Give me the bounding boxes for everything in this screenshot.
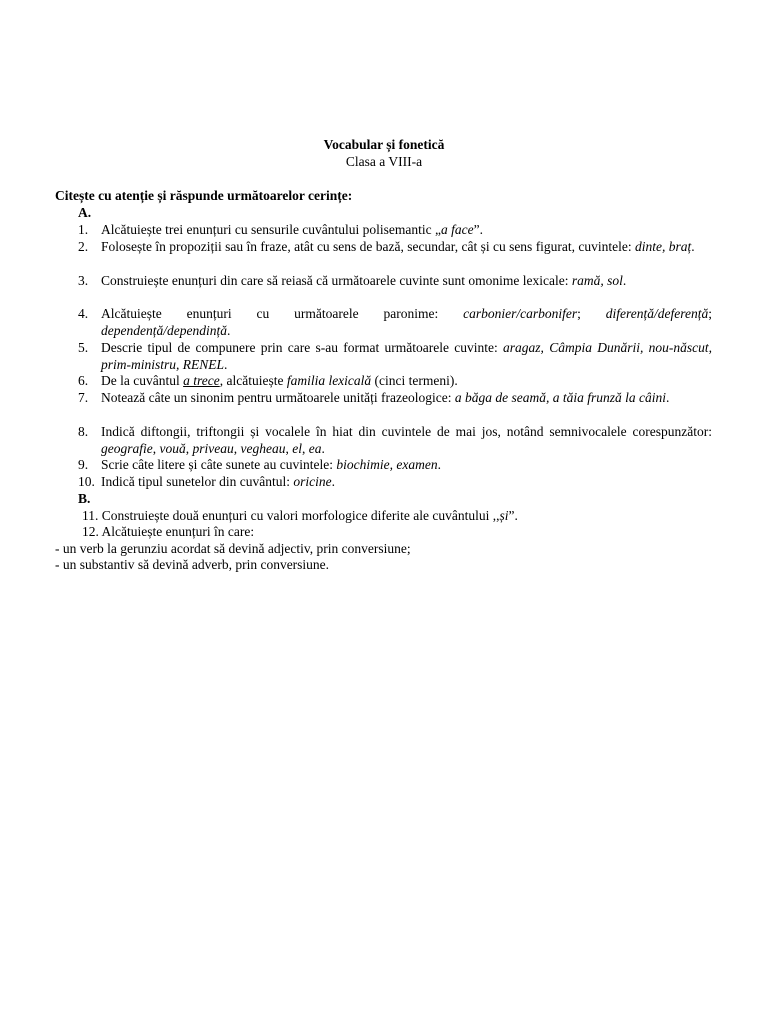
italic-term: ea bbox=[308, 441, 322, 456]
exercise-item bbox=[78, 473, 712, 490]
text-run: , alcătuiește bbox=[219, 373, 287, 388]
item-number: 6. bbox=[78, 373, 89, 388]
exercise-item bbox=[78, 272, 712, 289]
exercise-item-b bbox=[82, 523, 254, 540]
item-number: 1. bbox=[78, 222, 89, 237]
page-subtitle: Clasa a VIII-a bbox=[345, 154, 423, 169]
item-number: 3. bbox=[78, 273, 89, 288]
page-title: Vocabular și fonetică bbox=[323, 137, 445, 152]
text-run: Descrie tipul de compunere prin care s-au format următoarele cuvinte: bbox=[101, 340, 504, 355]
item-text bbox=[101, 423, 712, 457]
sub-requirement-line: - un verb la gerunziu acordat să devină adjectiv, prin conversiune; bbox=[55, 541, 411, 556]
text-run: Alcătuiește enunțuri în care: bbox=[101, 524, 255, 539]
text-run: , bbox=[152, 441, 160, 456]
exercise-item bbox=[78, 423, 712, 457]
text-run: Indică diftongii, triftongii și vocalele în hiat din cuvintele de mai jos, notând semnivocalele corespunzător: bbox=[101, 424, 712, 439]
text-run: Indică tipul sunetelor din cuvântul: bbox=[101, 474, 294, 489]
text-run: . bbox=[665, 390, 670, 405]
item-text bbox=[102, 508, 518, 523]
italic-term: dependență/dependință bbox=[101, 323, 227, 338]
title-block bbox=[0, 136, 768, 170]
text-run: Construiește enunțuri din care să reiasă că următoarele cuvinte sunt omonime lexicale: bbox=[101, 273, 572, 288]
text-run: , bbox=[301, 441, 309, 456]
item-number: 2. bbox=[78, 239, 89, 254]
item-text bbox=[102, 524, 255, 539]
item-text bbox=[101, 473, 712, 490]
exercise-item-b bbox=[82, 507, 518, 524]
item-number: 12. bbox=[82, 524, 99, 539]
instruction: Citește cu atenție și răspunde următoarelor cerințe: bbox=[55, 188, 353, 203]
item-text bbox=[101, 372, 712, 389]
italic-term: vouă bbox=[159, 441, 186, 456]
italic-term: geografie bbox=[101, 441, 153, 456]
italic-term: dinte, braț bbox=[635, 239, 692, 254]
text-run: . bbox=[691, 239, 695, 254]
text-run: , bbox=[233, 441, 241, 456]
text-run: ; bbox=[577, 306, 606, 321]
text-run: ”. bbox=[508, 508, 518, 523]
italic-term: a trece bbox=[183, 373, 220, 388]
item-number: 11. bbox=[82, 508, 99, 523]
exercise-item bbox=[78, 305, 712, 339]
exercise-item bbox=[78, 339, 712, 373]
italic-term: diferență/deferență bbox=[605, 306, 709, 321]
text-run: (cinci termeni). bbox=[371, 373, 458, 388]
section-a-label: A. bbox=[78, 205, 92, 220]
text-run: . bbox=[224, 357, 228, 372]
italic-term: biochimie, examen bbox=[336, 457, 438, 472]
item-text bbox=[101, 238, 712, 255]
italic-term: el bbox=[292, 441, 302, 456]
text-run: Alcătuiește trei enunțuri cu sensurile cuvântului polisemantic „ bbox=[101, 222, 442, 237]
exercise-item bbox=[78, 372, 712, 389]
section-b-label: B. bbox=[78, 491, 91, 506]
italic-term: carbonier/carbonifer bbox=[463, 306, 578, 321]
item-number: 7. bbox=[78, 390, 89, 405]
italic-term: a face bbox=[441, 222, 474, 237]
text-run: ; bbox=[708, 306, 712, 321]
exercise-item bbox=[78, 221, 712, 238]
italic-term: a băga de seamă, a tăia frunză la câini bbox=[454, 390, 666, 405]
item-text bbox=[101, 339, 712, 373]
italic-term: familia lexicală bbox=[286, 373, 372, 388]
sub-requirement-line: - un substantiv să devină adverb, prin conversiune. bbox=[55, 557, 330, 572]
item-text bbox=[101, 389, 712, 406]
item-number: 5. bbox=[78, 340, 89, 355]
item-number: 8. bbox=[78, 424, 89, 439]
italic-term: și bbox=[499, 508, 509, 523]
text-run: , bbox=[185, 441, 193, 456]
italic-term: vegheau bbox=[240, 441, 286, 456]
text-run: Notează câte un sinonim pentru următoarele unități frazeologice: bbox=[101, 390, 455, 405]
italic-term: aragaz, Câmpia Dunării, nou-născut, prim-ministru, RENEL bbox=[101, 340, 712, 372]
exercise-item bbox=[78, 389, 712, 406]
text-run: . bbox=[331, 474, 335, 489]
item-text bbox=[101, 305, 712, 339]
item-text bbox=[101, 221, 712, 238]
item-number: 9. bbox=[78, 457, 89, 472]
text-run: Alcătuiește enunțuri cu următoarele paronime: bbox=[101, 306, 464, 321]
item-text bbox=[101, 272, 712, 289]
italic-term: ramă, sol bbox=[571, 273, 623, 288]
item-number: 4. bbox=[78, 306, 89, 321]
text-run: , bbox=[285, 441, 293, 456]
text-run: ”. bbox=[473, 222, 484, 237]
item-number: 10. bbox=[78, 474, 95, 489]
text-run: Folosește în propoziții sau în fraze, atât cu sens de bază, secundar, cât și cu sens figurat, cuvintele: bbox=[101, 239, 636, 254]
item-text bbox=[101, 456, 712, 473]
text-run: Construiește două enunțuri cu valori morfologice diferite ale cuvântului ,, bbox=[101, 508, 500, 523]
text-run: . bbox=[437, 457, 441, 472]
text-run: De la cuvântul bbox=[101, 373, 184, 388]
text-run: Scrie câte litere și câte sunete au cuvintele: bbox=[101, 457, 337, 472]
italic-term: oricine bbox=[293, 474, 332, 489]
italic-term: priveau bbox=[192, 441, 234, 456]
text-run: . bbox=[622, 273, 627, 288]
text-run: . bbox=[226, 323, 231, 338]
exercise-item bbox=[78, 238, 712, 255]
text-run: . bbox=[321, 441, 325, 456]
exercise-item bbox=[78, 456, 712, 473]
